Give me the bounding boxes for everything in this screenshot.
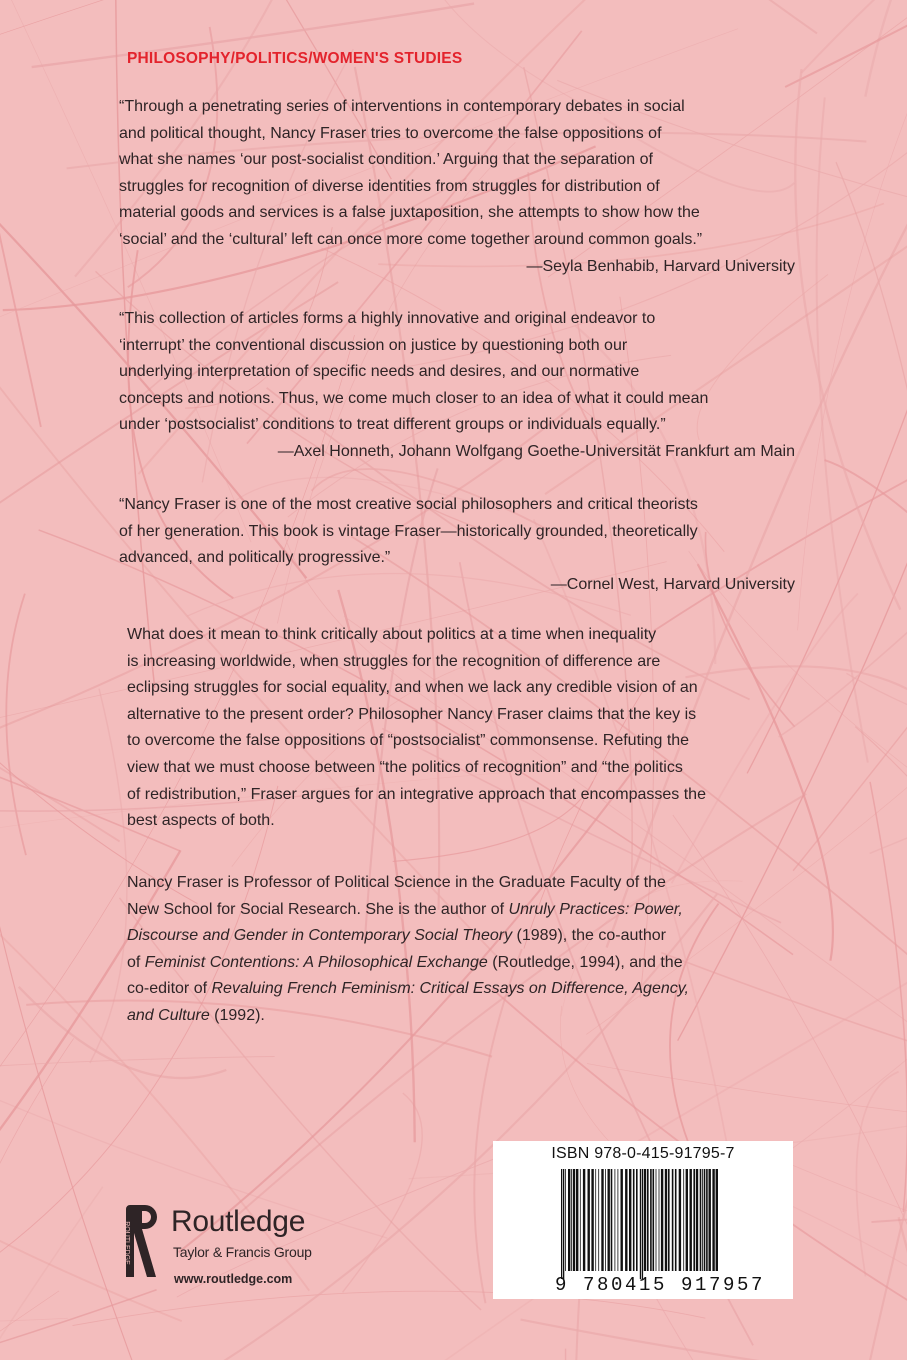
barcode-bar [568,1169,570,1271]
bio-text: (1992). [209,1006,265,1024]
quote-line: of her generation. This book is vintage Fraser—historically grounded, theoretically [119,522,698,540]
publisher-logo [118,1203,378,1293]
barcode-bar [686,1169,688,1271]
background-stroke [798,0,907,630]
background-stroke [793,229,907,871]
barcode-bar [618,1169,619,1271]
quote-line: ‘social’ and the ‘cultural’ left can once more come together around common goals.” [119,230,703,248]
isbn-barcode [493,1141,793,1299]
barcode-bar [712,1169,714,1271]
background-stroke [0,1187,103,1360]
barcode-bar [573,1169,575,1271]
barcode-bar [636,1169,638,1271]
barcode-bar [621,1169,623,1271]
logo-vertical-text: ROUTLEDGE [123,1221,130,1265]
barcode-bar [608,1169,610,1271]
quote-line: struggles for recognition of diverse identities from struggles for distribution of [119,177,660,195]
description-line: alternative to the present order? Philosopher Nancy Fraser claims that the key is [127,705,697,723]
background-stroke [795,69,900,609]
barcode-bar [693,1169,695,1271]
quote-line: “Nancy Fraser is one of the most creative social philosophers and critical theorists [119,496,698,513]
background-stroke [817,97,868,762]
barcode-bar [653,1169,655,1271]
barcode-bar [668,1169,670,1271]
publisher-group: Taylor & Francis Group [173,1244,312,1260]
barcode-bar [716,1169,718,1271]
barcode-bar [700,1169,702,1271]
bio-title: and Culture [127,1006,210,1024]
bio-text: (1989), the co-author [512,927,666,945]
description-line: view that we must choose between “the politics of recognition” and “the politics [127,758,683,776]
quote-line: “Through a penetrating series of interventions in contemporary debates in social [119,98,685,115]
barcode-bar [601,1169,603,1271]
barcode-guard [563,1169,564,1279]
bio-title: Revaluing French Feminism: Critical Essays on Difference, Agency, [211,980,689,998]
quote-line: ‘interrupt’ the conventional discussion on justice by questioning both our [119,336,628,354]
quote-line: and political thought, Nancy Fraser tries to overcome the false oppositions of [119,124,662,142]
barcode-bar [665,1169,667,1271]
background-stroke [0,1038,74,1360]
quote-line: advanced, and politically progressive.” [119,549,391,567]
barcode-bar [644,1169,646,1271]
background-stroke [90,689,127,1063]
background-stroke [856,1072,898,1277]
quote-attribution: —Seyla Benhabib, Harvard University [526,257,795,275]
background-stroke [781,1161,907,1325]
barcode-bar [615,1169,616,1271]
quote-attribution: —Axel Honneth, Johann Wolfgang Goethe-Universität Frankfurt am Main [277,442,795,460]
barcode-bar [661,1169,663,1271]
background-stroke [0,499,120,842]
bio-title: Unruly Practices: Power, [508,900,683,918]
description-line: What does it mean to think critically about politics at a time when inequality [127,626,657,643]
quote-west [119,492,795,598]
background-stroke [865,0,907,97]
barcode-bar [690,1169,692,1271]
quote-line: underlying interpretation of specific needs and desires, and our normative [119,363,640,381]
barcode-bar [625,1169,627,1271]
bio-title: Feminist Contentions: A Philosophical Exchange [144,953,488,971]
barcode-bar [650,1169,652,1271]
quote-attribution: —Cornel West, Harvard University [550,575,795,593]
quote-text [119,306,795,439]
barcode-bar [709,1169,711,1271]
barcode-bar [659,1169,660,1271]
barcode-bar [647,1169,649,1271]
background-stroke [779,549,907,737]
barcode-bar [571,1169,572,1271]
background-stroke [192,0,817,33]
background-stroke [813,967,907,1360]
barcode-bar [565,1169,566,1271]
bio-text: of [127,953,145,971]
barcode-bar [598,1169,599,1271]
barcode-bar [672,1169,674,1271]
barcode-bar [675,1169,677,1271]
barcode-bar [702,1169,703,1271]
barcode-bar [683,1169,684,1271]
barcode-bar [611,1169,613,1271]
barcode-bar [706,1169,708,1271]
background-stroke [785,0,907,87]
barcode-guard [561,1169,562,1279]
barcode-bar [576,1169,578,1271]
bio-text: New School for Social Research. She is the author of [127,900,509,918]
barcode-bar [580,1169,581,1271]
quote-line: what she names ‘our post-socialist condition.’ Arguing that the separation of [119,151,653,169]
quote-line: “This collection of articles forms a highly innovative and original endeavor to [119,310,656,327]
barcode-bar [588,1169,590,1271]
quote-line: concepts and notions. Thus, we come much closer to an idea of what it could mean [119,389,709,407]
description-line: best aspects of both. [127,812,275,830]
barcode-bar [629,1169,631,1271]
quote-honneth [119,306,795,466]
routledge-logo-icon [118,1203,158,1283]
barcode-bar [595,1169,596,1271]
barcode-bar [633,1169,635,1271]
isbn-label: ISBN 978-0-415-91795-7 [551,1145,735,1162]
barcode-bar [583,1169,585,1271]
category-label: PHILOSOPHY/POLITICS/WOMEN'S STUDIES [127,50,463,67]
description-line: is increasing worldwide, when struggles for the recognition of difference are [127,652,661,670]
description-line: eclipsing struggles for social equality, and when we lack any credible vision of an [127,679,698,697]
background-stroke [0,1056,275,1132]
background-stroke [871,1182,907,1222]
quote-text [119,492,795,572]
background-stroke [801,0,907,73]
background-stroke [0,0,41,427]
publisher-url: www.routledge.com [174,1272,293,1286]
book-description [127,622,797,835]
barcode-bar [656,1169,657,1271]
barcode-guard [640,1169,641,1279]
quote-line: material goods and services is a false juxtaposition, she attempts to show how the [119,204,700,222]
background-stroke [855,727,907,1241]
bio-title: Discourse and Gender in Contemporary Social Theory [127,927,513,945]
barcode-bar [704,1169,706,1271]
barcode-bar [696,1169,698,1271]
barcode-bar [591,1169,593,1271]
barcode-bars [559,1169,723,1279]
publisher-name: Routledge [171,1205,306,1238]
barcode-guard [642,1169,643,1279]
quote-line: under ‘postsocialist’ conditions to treat different groups or individuals equally.” [119,416,666,434]
bio-text: co-editor of [127,980,212,998]
background-stroke [899,1217,907,1360]
barcode-bar [679,1169,681,1271]
barcode-bar [605,1169,606,1271]
quote-text [119,94,795,254]
author-bio [127,870,797,1030]
background-stroke [0,1303,68,1322]
quote-benhabib [119,94,795,280]
description-line: to overcome the false oppositions of “postsocialist” commonsense. Refuting the [127,732,690,750]
barcode-digits: 9 780415 917957 [555,1274,766,1296]
description-line: of redistribution,” Fraser argues for an integrative approach that encompasses the [127,785,706,803]
background-stroke [566,1349,671,1360]
bio-text: Nancy Fraser is Professor of Political Science in the Graduate Faculty of the [127,874,666,891]
bio-text: (Routledge, 1994), and the [487,953,683,971]
